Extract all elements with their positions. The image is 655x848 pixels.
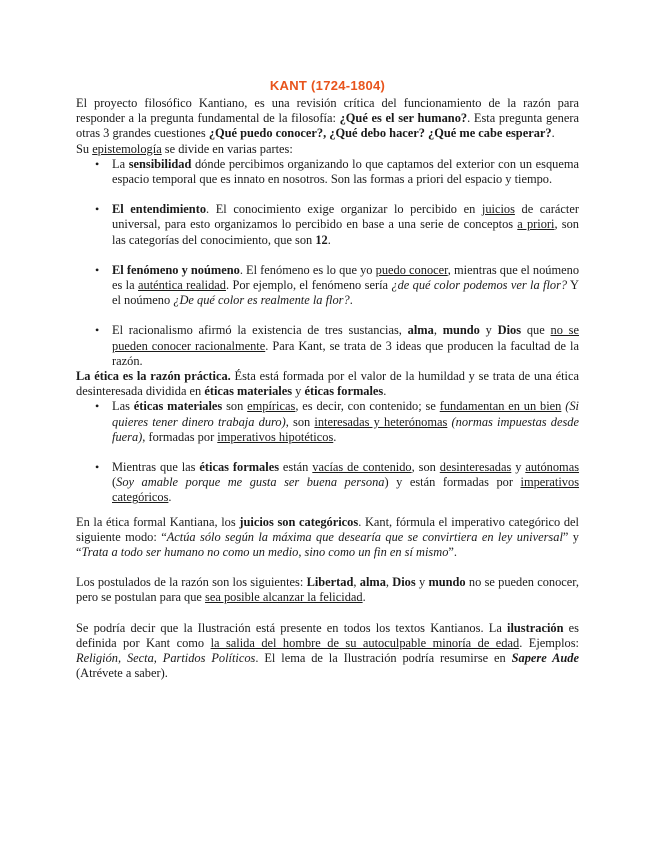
three-questions: ¿Qué puedo conocer?, ¿Qué debo hacer? ¿Qué me cabe esperar? <box>208 126 552 141</box>
list-item-sensibilidad: • La sensibilidad dónde percibimos organizando lo que captamos del exterior con un esquema espacio temporal que es innato en nosotros. Son las formas a priori del espacio y tiempo. <box>112 157 579 187</box>
postulates-paragraph: Los postulados de la razón son los siguientes: Libertad, alma, Dios y mundo no se pueden conocer, pero se postulan para que sea posible alcanzar la felicidad. <box>76 575 580 605</box>
formal-ethics-paragraph: En la ética formal Kantiana, los juicios son categóricos. Kant, fórmula el imperativo categórico del siguiente modo: “Actúa sólo según la máxima que desearía que se convirtiera en ley universal” y “Trata a todo ser humano no como un medio, sino como un fin en sí mismo”. <box>76 514 579 560</box>
epistemology-intro: Su epistemología se divide en varias partes: <box>76 141 293 156</box>
intro-paragraph: El proyecto filosófico Kantiano, es una revisión crítica del funcionamiento de la razón para responder a la pregunta fundamental de la filosofía: ¿Qué es el ser humano?. Esta pregunta genera otras 3 grandes cuestiones ¿Qué puedo conocer?, ¿Qué debo hacer? ¿Qué me cabe esperar?. <box>76 96 580 141</box>
epistemology-list <box>76 157 579 369</box>
list-item-eticas-materiales: • Las éticas materiales son empíricas, es decir, con contenido; se fundamentan en un bien (Si quieres tener dinero trabaja duro), son interesadas y heterónomas (normas impuestas desde fuera), formadas por imperativos hipotéticos. <box>112 399 579 445</box>
epistemology-term: epistemología <box>92 141 162 156</box>
list-item-racionalismo: • El racionalismo afirmó la existencia de tres sustancias, alma, mundo y Dios que no se pueden conocer racionalmente. Para Kant, se trata de 3 ideas que producen la facultad de la razón. <box>112 323 579 369</box>
list-item-entendimiento: • El entendimiento. El conocimiento exige organizar lo percibido en juicios de carácter universal, para esto organizamos lo percibido en base a una serie de conceptos a priori, son las categorías del conocimiento, que son 12. <box>112 202 579 248</box>
list-item-eticas-formales: • Mientras que las éticas formales están vacías de contenido, son desinteresadas y autónomas (Soy amable porque me gusta ser buena persona) y están formadas por imperativos categóricos. <box>112 460 579 506</box>
ethics-paragraph: La ética es la razón práctica. Ésta está formada por el valor de la humildad y se trata de una ética desinteresada dividida en éticas materiales y éticas formales. <box>76 369 579 399</box>
list-item-fenomeno: • El fenómeno y noúmeno. El fenómeno es lo que yo puedo conocer, mientras que el noúmeno es la auténtica realidad. Por ejemplo, el fenómeno sería ¿de qué color podemos ver la flor? Y el noúmeno ¿De qué color es realmente la flor?. <box>112 263 579 309</box>
key-question: ¿Qué es el ser humano? <box>339 111 468 126</box>
ethics-list <box>76 399 579 505</box>
page-title: KANT (1724-1804) <box>269 78 386 93</box>
enlightenment-paragraph: Se podría decir que la Ilustración está presente en todos los textos Kantianos. La ilustración es definida por Kant como la salida del hombre de su autoculpable minoría de edad. Ejemplos: Religión, Secta, Partidos Políticos. El lema de la Ilustración podría resumirse en Sapere Aude (Atrévete a saber). <box>76 620 580 681</box>
